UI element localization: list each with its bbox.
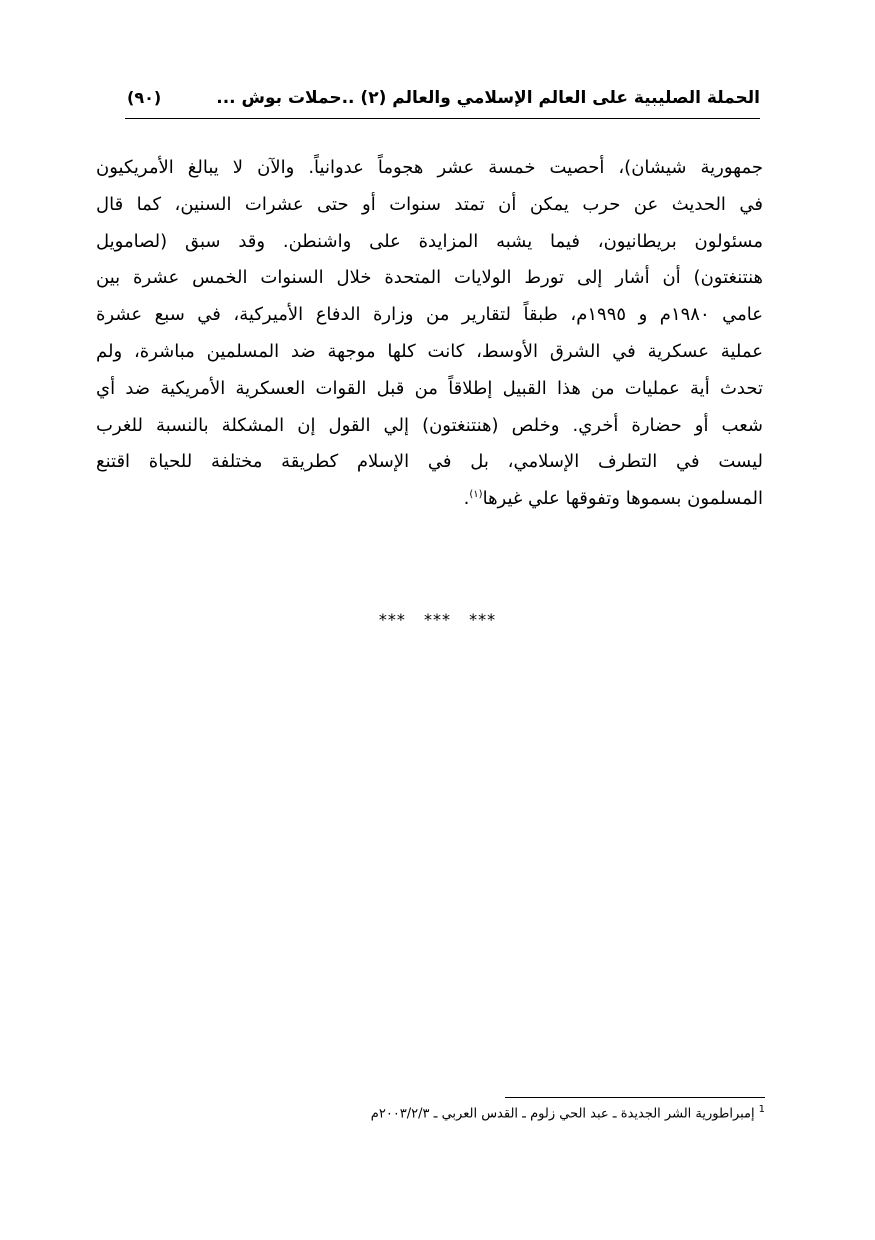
- body-line: جمهورية شيشان)، أحصيت خمسة عشر هجوماً عدوانياً. والآن لا يبالغ الأمريكيون: [96, 157, 763, 178]
- final-period: .: [463, 488, 470, 510]
- footnote-reference[interactable]: (١): [469, 489, 483, 501]
- body-line: شعب أو حضارة أخري. وخلص (هنتنغتون) إلي القول إن المشكلة بالنسبة للغرب: [96, 414, 763, 436]
- footnote: [371, 1104, 765, 1121]
- running-header: [125, 86, 760, 119]
- body-line: عامي ١٩٨٠م و ١٩٩٥م، طبقاً لتقارير من وزارة الدفاع الأميركية، في سبع عشرة: [96, 304, 763, 326]
- header-title: الحملة الصليبية على العالم الإسلامي والعالم (٢) ..حملات بوش ...: [216, 88, 760, 108]
- body-paragraph: [96, 150, 763, 518]
- body-line: في الحديث عن حرب يمكن أن تمتد سنوات أو حتى عشرات السنين، كما قال: [96, 193, 763, 215]
- body-line: تحدث أية عمليات من هذا القبيل إطلاقاً من قبل القوات العسكرية الأمريكية ضد أي: [96, 377, 763, 399]
- body-line-text: المسلمون بسموها وتفوقها علي غيرها: [482, 488, 763, 510]
- footnote-divider: [505, 1097, 765, 1098]
- body-line: هنتنغتون) أن أشار إلى تورط الولايات المتحدة خلال السنوات الخمس عشرة بين: [96, 267, 763, 289]
- footnote-number: 1: [758, 1104, 765, 1115]
- body-line-last: [96, 481, 763, 518]
- page-number: (٩٠): [127, 88, 162, 107]
- body-line: مسئولون بريطانيون، فيما يشبه المزايدة على واشنطن. وقد سبق (لصامويل: [96, 230, 763, 252]
- footnote-text: إمبراطورية الشر الجديدة ـ عبد الحي زلوم ـ القدس العربي ـ ٢٠٠٣/٢/٣م: [370, 1106, 755, 1122]
- section-separator: *** *** ***: [378, 610, 497, 629]
- body-line: عملية عسكرية في الشرق الأوسط، كانت كلها موجهة ضد المسلمين مباشرة، ولم: [96, 340, 763, 362]
- body-line: ليست في التطرف الإسلامي، بل في الإسلام كطريقة مختلفة للحياة اقتنع: [96, 451, 763, 473]
